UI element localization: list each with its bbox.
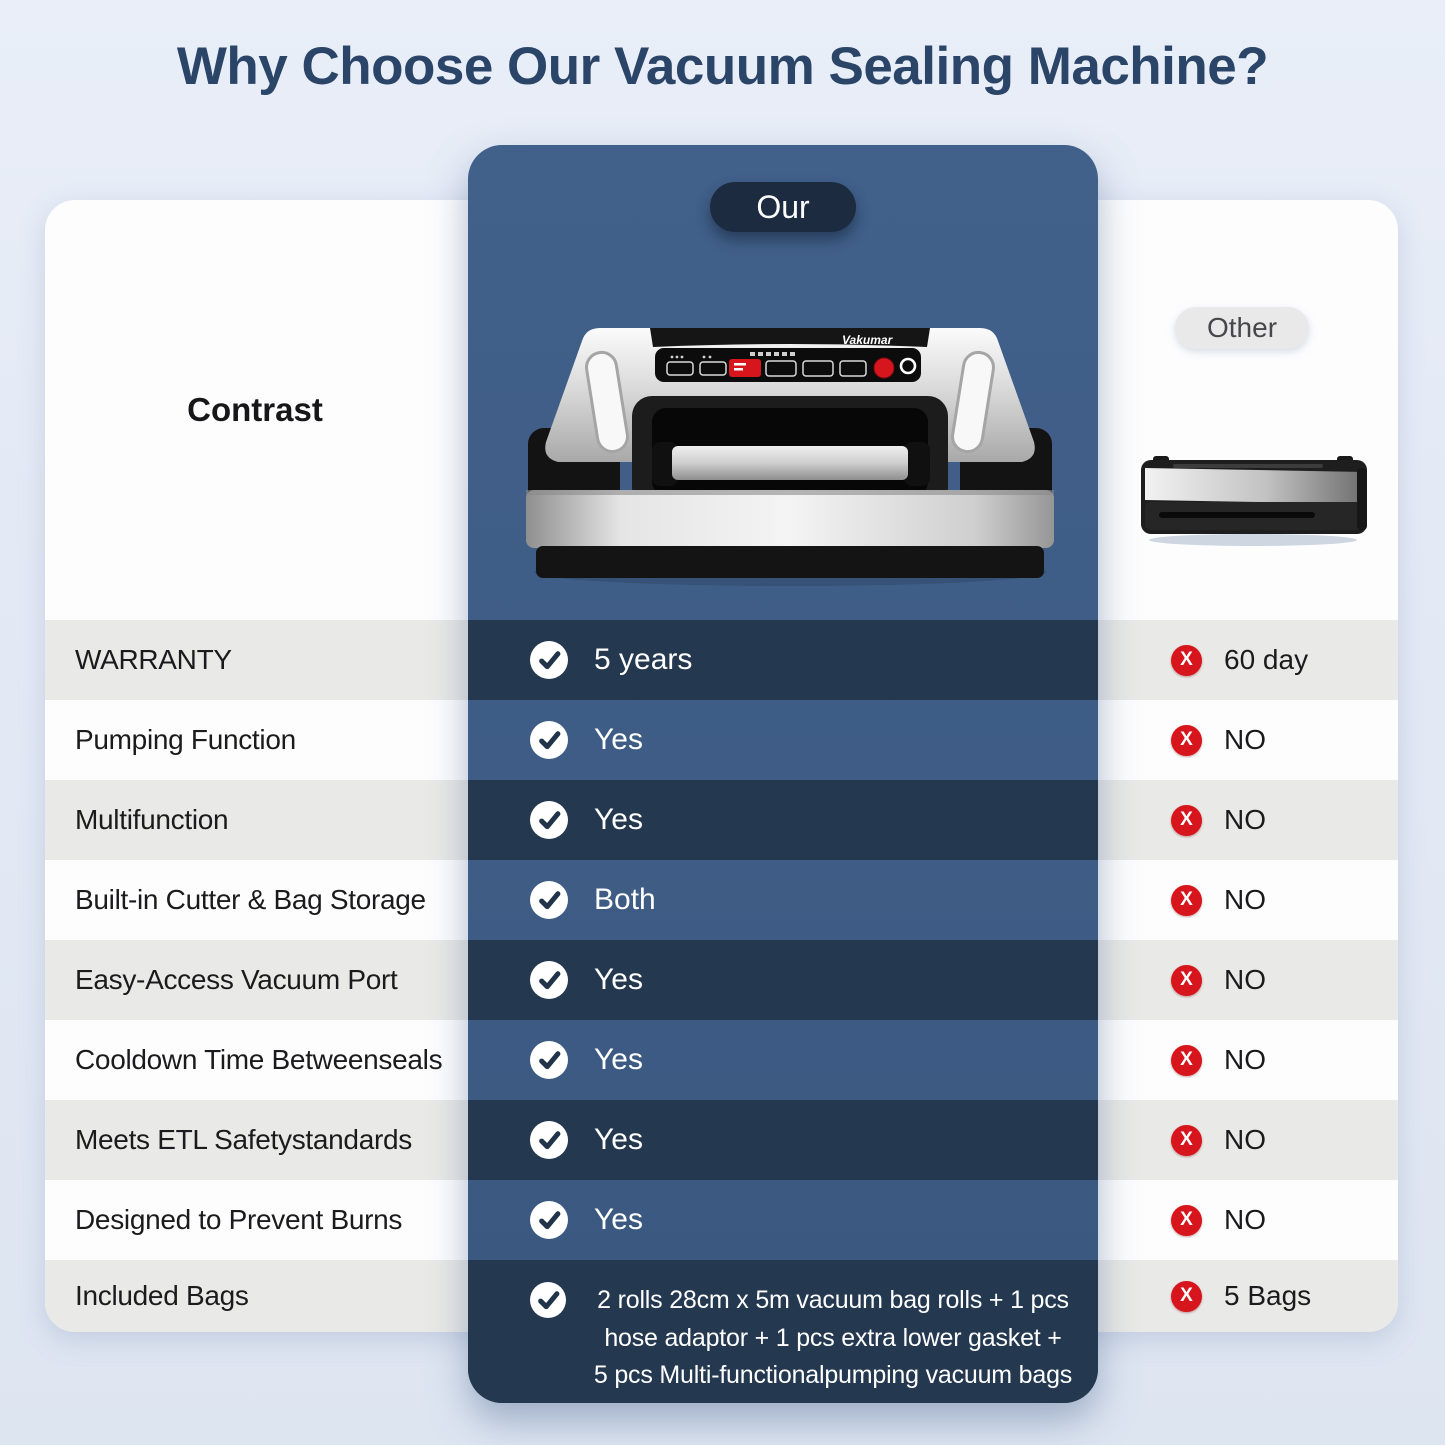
our-value: 5 years: [594, 643, 693, 676]
our-product-image: [500, 300, 1080, 600]
cross-icon: X: [1171, 885, 1202, 916]
check-icon: [530, 1201, 568, 1239]
our-value: Yes: [594, 1123, 643, 1156]
cross-icon: X: [1171, 725, 1202, 756]
our-row: [468, 780, 1098, 860]
other-cell: [1171, 1020, 1266, 1100]
other-value: 5 Bags: [1224, 1280, 1312, 1311]
feature-label: Meets ETL Safetystandards: [75, 1124, 412, 1155]
bags-line-2: hose adaptor + 1 pcs extra lower gasket +: [604, 1323, 1062, 1352]
cross-icon: X: [1171, 1281, 1202, 1312]
our-row: [468, 1020, 1098, 1100]
cross-icon: X: [1171, 1125, 1202, 1156]
other-value: NO: [1224, 884, 1266, 915]
other-value: 60 day: [1224, 644, 1309, 675]
feature-label: Multifunction: [75, 804, 229, 835]
our-value-included-bags: [574, 1282, 1092, 1395]
other-cell: [1171, 860, 1266, 940]
other-cell: [1171, 1260, 1311, 1332]
our-value: Both: [594, 883, 656, 916]
our-value: Yes: [594, 1043, 643, 1076]
other-cell: [1171, 1180, 1266, 1260]
check-icon: [530, 801, 568, 839]
brand-label: Vakumar: [842, 333, 893, 347]
check-icon: [530, 641, 568, 679]
other-cell: [1171, 780, 1266, 860]
page-title: Why Choose Our Vacuum Sealing Machine?: [176, 37, 1269, 96]
our-row: [468, 700, 1098, 780]
other-column-badge: Other: [1175, 307, 1309, 349]
our-value: Yes: [594, 723, 643, 756]
feature-label: Designed to Prevent Burns: [75, 1204, 403, 1235]
our-value: Yes: [594, 803, 643, 836]
feature-label: WARRANTY: [75, 644, 232, 675]
our-column-badge: Our: [710, 182, 856, 232]
other-value: NO: [1224, 804, 1266, 835]
other-cell: [1171, 940, 1266, 1020]
check-icon: [530, 1282, 566, 1318]
check-icon: [530, 1041, 568, 1079]
other-value: NO: [1224, 964, 1266, 995]
other-value: NO: [1224, 724, 1266, 755]
feature-label: Pumping Function: [75, 724, 296, 755]
our-row-included-bags: [468, 1260, 1098, 1403]
feature-label: Cooldown Time Betweenseals: [75, 1044, 443, 1075]
check-icon: [530, 881, 568, 919]
check-icon: [530, 721, 568, 759]
other-cell: [1171, 700, 1266, 780]
other-cell: [1171, 1100, 1266, 1180]
cross-icon: X: [1171, 965, 1202, 996]
check-icon: [530, 1121, 568, 1159]
other-product-image: [1133, 448, 1377, 548]
our-value: Yes: [594, 963, 643, 996]
cross-icon: X: [1171, 805, 1202, 836]
feature-label: Easy-Access Vacuum Port: [75, 964, 398, 995]
our-row: [468, 940, 1098, 1020]
contrast-header: Contrast: [187, 391, 323, 428]
cross-icon: X: [1171, 1205, 1202, 1236]
feature-label: Included Bags: [75, 1280, 249, 1311]
our-row: [468, 1100, 1098, 1180]
other-value: NO: [1224, 1044, 1266, 1075]
cross-icon: X: [1171, 645, 1202, 676]
other-value: NO: [1224, 1124, 1266, 1155]
bags-line-1: 2 rolls 28cm x 5m vacuum bag rolls + 1 pcs: [597, 1286, 1069, 1314]
our-row: [468, 620, 1098, 700]
our-row: [468, 1180, 1098, 1260]
feature-label: Built-in Cutter & Bag Storage: [75, 884, 426, 915]
bags-line-3: 5 pcs Multi-functionalpumping vacuum bags: [593, 1361, 1073, 1389]
our-row: [468, 860, 1098, 940]
other-value: NO: [1224, 1204, 1266, 1235]
our-value: Yes: [594, 1203, 643, 1236]
cross-icon: X: [1171, 1045, 1202, 1076]
check-icon: [530, 961, 568, 999]
other-cell: [1171, 620, 1308, 700]
